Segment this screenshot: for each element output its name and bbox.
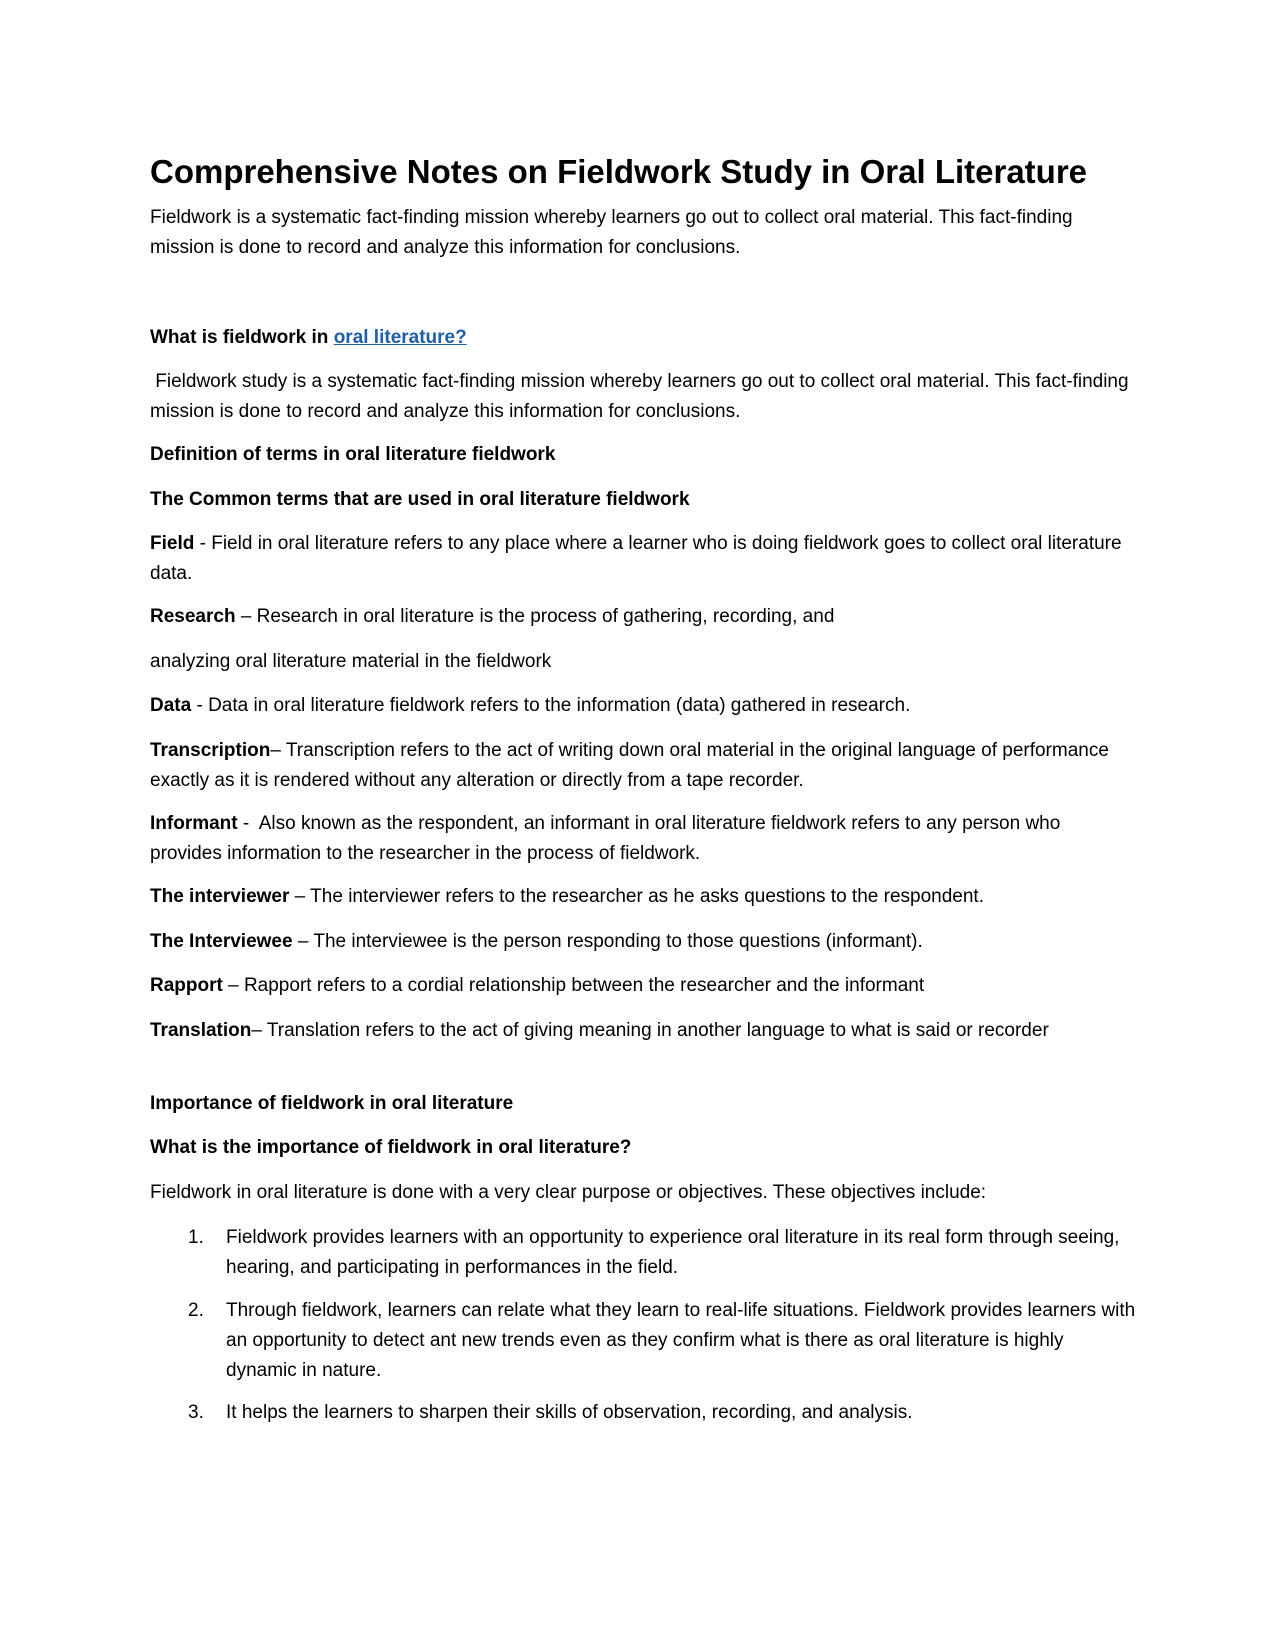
- definition-heading: Definition of terms in oral literature fieldwork: [150, 444, 556, 465]
- question-heading: [150, 323, 1135, 353]
- term-transcription: [150, 736, 1135, 796]
- term-translation: [150, 1016, 1135, 1046]
- list-number: 3.: [188, 1402, 204, 1423]
- term-label: Translation: [150, 1020, 252, 1041]
- document-page: [150, 0, 1135, 1650]
- term-definition: – Transcription refers to the act of writing down oral material in the original language of performance exactly as it is rendered without any alteration or directly from a tape recorder.: [150, 740, 1115, 791]
- term-definition: - Also known as the respondent, an informant in oral literature fieldwork refers to any person who provides information to the researcher in the process of fieldwork.: [150, 813, 1066, 864]
- term-rapport: [150, 971, 1135, 1001]
- term-interviewee: [150, 927, 1135, 957]
- page-title: Comprehensive Notes on Fieldwork Study in Oral Literature: [150, 153, 1088, 190]
- term-definition: – Translation refers to the act of giving meaning in another language to what is said or recorder: [251, 1020, 1049, 1041]
- term-field: [150, 529, 1135, 589]
- list-text: Fieldwork provides learners with an opportunity to experience oral literature in its real form through seeing, hearing, and participating in performances in the field.: [226, 1227, 1120, 1278]
- term-definition: – Rapport refers to a cordial relationship between the researcher and the informant: [222, 975, 925, 996]
- intro-paragraph: Fieldwork is a systematic fact-finding mission whereby learners go out to collect oral material. This fact-finding mission is done to record and analyze this information for conclusions.: [150, 207, 1073, 258]
- term-research: [150, 602, 1135, 632]
- term-definition: - Data in oral literature fieldwork refers to the information (data) gathered in research.: [191, 695, 911, 716]
- term-label: Data: [150, 695, 192, 716]
- term-interviewer: [150, 882, 1135, 912]
- question-answer: Fieldwork study is a systematic fact-finding mission whereby learners go out to collect oral material. This fact-finding mission is done to record and analyze this information for conclusions.: [150, 371, 1134, 422]
- term-label: Informant: [150, 813, 238, 834]
- term-definition: – The interviewer refers to the researcher as he asks questions to the respondent.: [289, 886, 984, 907]
- importance-question: What is the importance of fieldwork in oral literature?: [150, 1137, 632, 1158]
- term-label: The interviewer: [150, 886, 290, 907]
- term-label: Research: [150, 606, 236, 627]
- list-number: 2.: [188, 1300, 204, 1321]
- term-definition: – The interviewee is the person responding to those questions (informant).: [292, 931, 923, 952]
- importance-intro: Fieldwork in oral literature is done with a very clear purpose or objectives. These objectives include:: [150, 1182, 987, 1203]
- term-definition: - Field in oral literature refers to any place where a learner who is doing fieldwork goes to collect oral literature data.: [150, 533, 1127, 584]
- term-definition: – Research in oral literature is the process of gathering, recording, and: [235, 606, 835, 627]
- list-number: 1.: [188, 1227, 204, 1248]
- list-text: Through fieldwork, learners can relate what they learn to real-life situations. Fieldwork provides learners with an opportunity to detect ant new trends even as they confirm what is there as oral literature is highly dynamic in nature.: [226, 1300, 1136, 1381]
- term-data: [150, 691, 1135, 721]
- term-label: Transcription: [150, 740, 271, 761]
- term-label: The Interviewee: [150, 931, 293, 952]
- list-text: It helps the learners to sharpen their skills of observation, recording, and analysis.: [226, 1402, 913, 1423]
- term-research-continued: [150, 647, 1135, 677]
- term-informant: [150, 809, 1135, 869]
- term-label: Rapport: [150, 975, 223, 996]
- term-label: Field: [150, 533, 195, 554]
- question-heading-text: What is fieldwork in: [150, 327, 334, 348]
- importance-heading: Importance of fieldwork in oral literature: [150, 1093, 514, 1114]
- oral-literature-link[interactable]: oral literature?: [333, 327, 467, 348]
- term-definition: analyzing oral literature material in the fieldwork: [150, 651, 552, 672]
- common-terms-heading: The Common terms that are used in oral literature fieldwork: [150, 489, 690, 510]
